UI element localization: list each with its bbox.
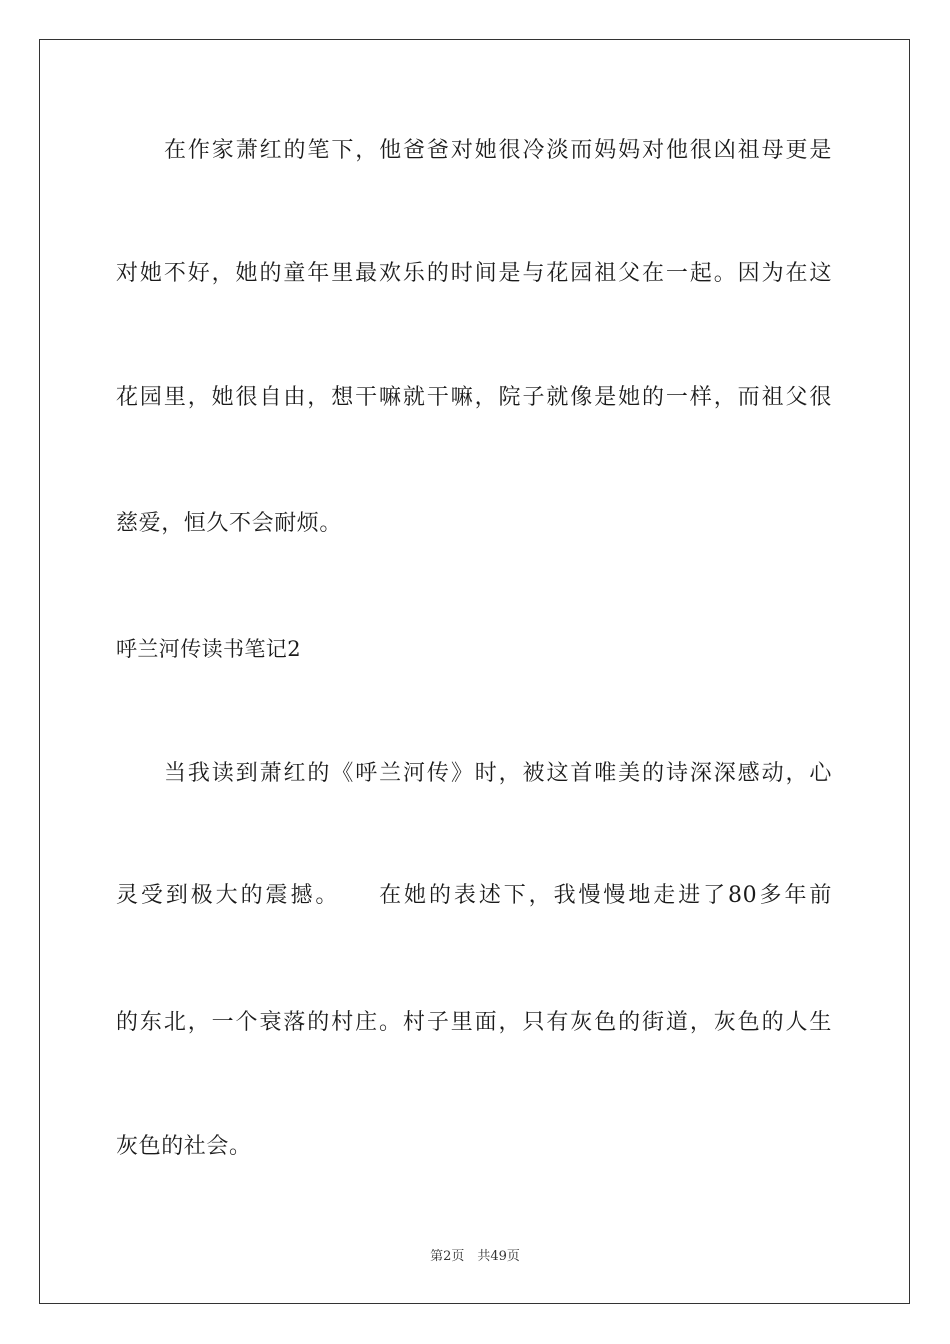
paragraph-1-line-2: 对她不好，她的童年里最欢乐的时间是与花园祖父在一起。因为在这 [116,261,832,286]
paragraph-1-line-1: 在作家萧红的笔下，他爸爸对她很冷淡而妈妈对他很凶祖母更是 [164,138,832,163]
paragraph-2-line-1: 当我读到萧红的《呼兰河传》时，被这首唯美的诗深深感动，心 [164,761,832,786]
paragraph-1-line-3: 花园里，她很自由，想干嘛就干嘛，院子就像是她的一样，而祖父很 [116,385,832,410]
page-border [39,39,910,1304]
paragraph-2-line-4: 灰色的社会。 [116,1134,252,1159]
paragraph-2-line-3: 的东北，一个衰落的村庄。村子里面，只有灰色的街道，灰色的人生 [116,1010,832,1035]
paragraph-2-line-2: 灵受到极大的震撼。 在她的表述下，我慢慢地走进了80多年前 [116,883,832,908]
paragraph-1-line-4: 慈爱，恒久不会耐烦。 [116,511,343,536]
page-number-footer: 第2页 共49页 [430,1249,520,1264]
section-heading: 呼兰河传读书笔记2 [116,637,301,661]
